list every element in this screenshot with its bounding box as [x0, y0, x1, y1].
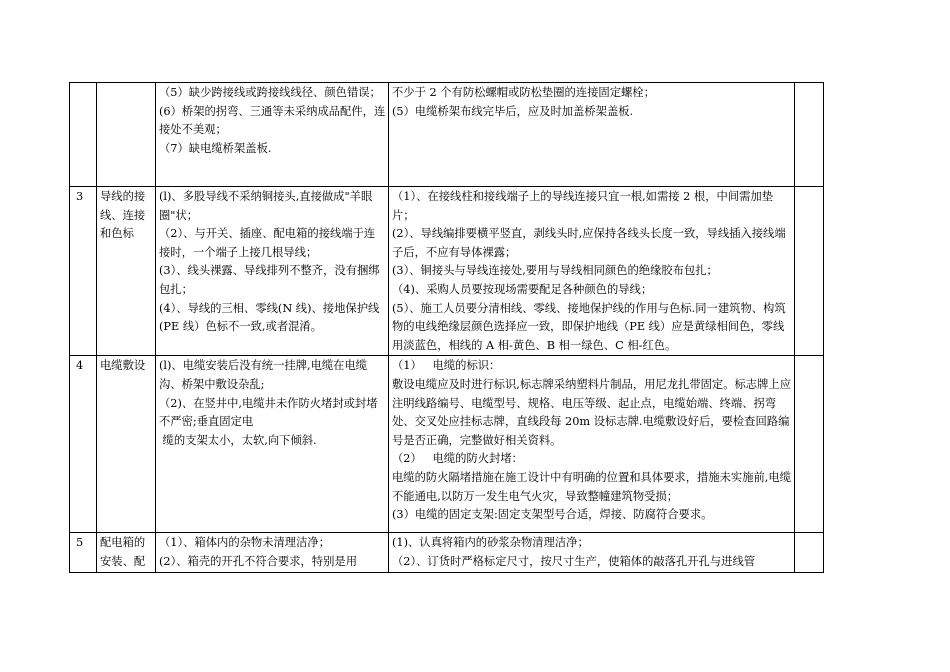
remark-cell	[795, 356, 824, 533]
table-row	[70, 187, 824, 356]
problem-text: 缆的支架太小，太软,向下倾斜.	[159, 433, 317, 447]
measure-text: （1） 电缆的标识：	[392, 359, 501, 373]
item-name: 导线的接线、连接和色标	[97, 187, 156, 356]
row-number: 3	[70, 187, 97, 356]
row-number	[70, 83, 97, 187]
item-name	[97, 83, 156, 187]
measures-cell	[389, 533, 795, 573]
problem-text: (4）、导线的三相、零线(N 线)、接地保护线(PE 线）色标不一致,或者混淆。	[159, 301, 380, 334]
remark-cell	[795, 533, 824, 573]
table-row	[70, 83, 824, 187]
row-number: 4	[70, 356, 97, 533]
item-name: 电缆敷设	[97, 356, 156, 533]
measure-text: (3）、铜接头与导线连接处,要用与导线相同颜色的绝缘胶布包扎；	[392, 264, 718, 278]
remark-cell	[795, 83, 824, 187]
problem-text: (l)、多股导线不采纳铜接头,直接做成"羊眼圈"状；	[159, 190, 373, 222]
measures-cell	[389, 83, 795, 187]
measure-text: （2）、订货时严格标定尺寸，按尺寸生产，使箱体的敲落孔开孔与进线管	[392, 554, 756, 568]
problem-text: (2）、箱壳的开孔不符合要求，特别是用	[159, 554, 357, 568]
remark-cell	[795, 187, 824, 356]
measure-text: （2） 电缆的防火封堵：	[392, 452, 523, 466]
problem-text: （1）、箱体内的杂物未清理洁净；	[159, 536, 330, 550]
problem-text: (6）桥架的拐弯、三通等未采纳成品配件，连接处不美观；	[159, 104, 386, 137]
measure-text: 不少于 2 个有防松螺帽或防松垫圈的连接固定螺栓；	[392, 86, 655, 99]
measure-text: (5）电缆桥架布线完毕后，应及时加盖桥架盖板.	[392, 104, 634, 118]
problems-cell	[156, 187, 389, 356]
problem-text: （2）、与开关、插座、配电箱的接线端于连接时，一个端子上接几根导线；	[159, 227, 376, 259]
measure-text: 敷设电缆应及时进行标识,标志牌采纳塑料片制品，用尼龙扎带固定。标志牌上应注明线路编号、电缆型号、规格、电压等级、起止点，电缆始端、终端、拐弯处、交叉处应挂标志牌，直线段每 20m 设标志牌.电缆敷设好后，要检查回路编号是否正确，完整做好相关资料。	[392, 377, 791, 447]
measures-cell	[389, 187, 795, 356]
problems-cell	[156, 533, 389, 573]
table-row	[70, 533, 824, 573]
measure-text: （1）、在接线柱和接线端子上的导线连接只宜一根,如需接 2 根，中间需加垫片；	[392, 190, 774, 222]
measures-cell	[389, 356, 795, 533]
table-row	[70, 356, 824, 533]
problem-text: (l)、电缆安装后没有统一挂牌,电缆在电缆沟、桥架中敷设杂乱;	[159, 359, 368, 391]
problem-text: （2)、在竖井中,电缆井未作防火堵封或封堵不严密;垂直固定电	[159, 396, 378, 429]
row-number: 5	[70, 533, 97, 573]
problem-text: (3）、线头裸露、导线排列不整齐，没有捆绑包扎；	[159, 264, 380, 296]
measure-text: (1)、认真将箱内的砂浆杂物清理洁净；	[392, 536, 589, 550]
measure-text: (3）电缆的固定支架:固定支架型号合适，焊接、防腐符合要求。	[392, 508, 713, 522]
measure-text: （4)、采购人员要按现场需要配足各种颜色的导线；	[392, 282, 653, 296]
problems-cell	[156, 356, 389, 533]
measure-text: 电缆的防火隔堵措施在施工设计中有明确的位置和具体要求，措施未实施前,电缆不能通电,以防万一发生电气火灾，导致整幢建筑物受损；	[392, 470, 791, 503]
problems-cell	[156, 83, 389, 187]
problem-text: （7）缺电缆桥架盖板.	[159, 141, 272, 155]
measure-text: (5）、施工人员要分清相线、零线、接地保护线的作用与色标.同一建筑物、构筑物的电线绝缘层颜色选择应一致，即保护地线（PE 线）应是黄绿相间色，零线用淡蓝色，相线的 A 相-黄色、B 相一绿色、C 相-红色。	[392, 301, 786, 352]
item-name: 配电箱的安装、配	[97, 533, 156, 573]
measure-text: (2）、导线编排要横平竖直，剥线头时,应保持各线头长度一致，导线插入接线端子后，不应有导体裸露；	[392, 227, 786, 259]
quality-issues-table	[69, 82, 824, 573]
problem-text: （5）缺少跨接线或跨接线线径、颜色错误；	[159, 86, 381, 99]
